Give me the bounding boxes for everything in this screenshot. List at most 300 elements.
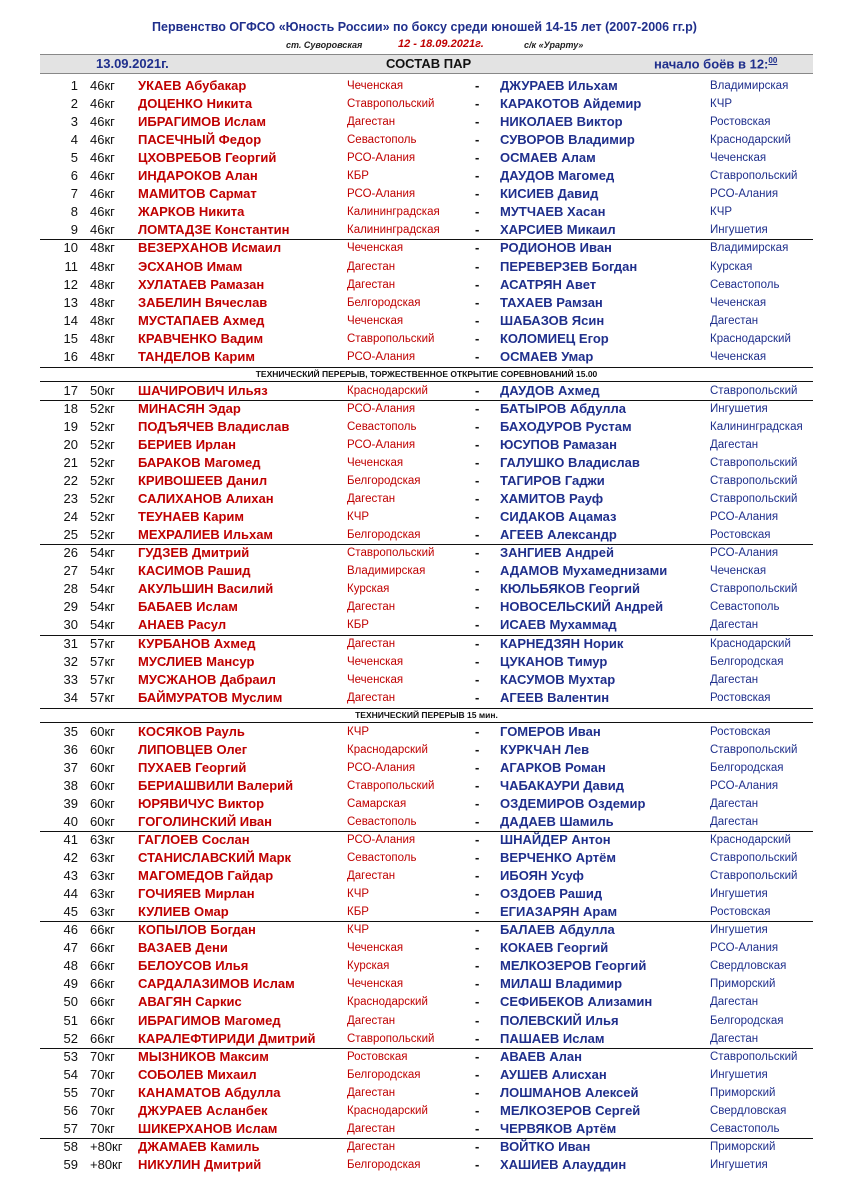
- blue-corner-region: Свердловская: [710, 960, 787, 973]
- red-corner-region: РСО-Алания: [347, 834, 416, 846]
- bout-number: 53: [63, 1048, 78, 1064]
- bout-row: [0, 741, 849, 759]
- bout-row: [0, 1012, 849, 1030]
- bout-number: 14: [63, 312, 78, 328]
- bout-row: [0, 77, 849, 95]
- blue-corner-region: Ингушетия: [710, 224, 768, 237]
- red-corner-boxer: ВЕЗЕРХАНОВ Исмаил: [138, 240, 282, 256]
- blue-corner-region: Ингушетия: [710, 888, 768, 901]
- blue-corner-region: Калининградская: [710, 420, 803, 433]
- bout-number: 6: [70, 168, 78, 184]
- bout-row: [0, 239, 849, 257]
- blue-corner-region: Севастополь: [710, 1122, 780, 1135]
- red-corner-boxer: ЖАРКОВ Никита: [138, 204, 245, 220]
- bout-number: 40: [63, 813, 78, 829]
- red-corner-boxer: СТАНИСЛАВСКИЙ Марк: [138, 850, 292, 866]
- red-corner-region: Белгородская: [347, 1068, 421, 1081]
- versus-dash: -: [475, 940, 480, 956]
- red-corner-boxer: САРДАЛАЗИМОВ Ислам: [138, 976, 295, 992]
- blue-corner-boxer: БАТЫРОВ Абдулла: [500, 400, 627, 416]
- blue-corner-boxer: БАЛАЕВ Абдулла: [500, 922, 615, 938]
- red-corner-region: Чеченская: [347, 673, 404, 686]
- blue-corner-region: Дагестан: [710, 996, 759, 1009]
- red-corner-boxer: МУСЛИЕВ Мансур: [138, 653, 255, 669]
- red-corner-region: Чеченская: [347, 942, 404, 955]
- dates-label: 12 - 18.09.2021г.: [398, 38, 484, 50]
- blue-corner-region: Ставропольский: [710, 493, 798, 506]
- red-corner-region: КЧР: [347, 888, 370, 901]
- red-corner-boxer: БАРАКОВ Магомед: [138, 455, 261, 470]
- versus-dash: -: [475, 96, 480, 112]
- bout-row: [0, 149, 849, 167]
- bout-number: 8: [70, 204, 78, 220]
- weight-class: +80кг: [90, 1138, 123, 1154]
- blue-corner-region: Ростовская: [710, 529, 771, 542]
- weight-class: 70кг: [90, 1084, 115, 1100]
- red-corner-region: Белгородская: [347, 529, 421, 542]
- weight-class: 46кг: [90, 222, 115, 238]
- weight-class: 54кг: [90, 563, 115, 579]
- bout-number: 20: [63, 436, 78, 452]
- red-corner-region: Дагестан: [347, 116, 396, 129]
- red-corner-region: КЧР: [347, 725, 370, 738]
- versus-dash: -: [475, 635, 480, 651]
- bout-number: 46: [63, 922, 78, 938]
- red-corner-boxer: ДЖАМАЕВ Камиль: [138, 1138, 260, 1154]
- bout-number: 48: [63, 958, 78, 974]
- day-date: 13.09.2021г.: [96, 56, 169, 71]
- blue-corner-region: РСО-Алания: [710, 511, 779, 524]
- red-corner-region: Ставропольский: [347, 1032, 435, 1045]
- versus-dash: -: [475, 976, 480, 992]
- bout-number: 30: [63, 617, 78, 633]
- blue-corner-region: Ростовская: [710, 906, 771, 919]
- versus-dash: -: [475, 491, 480, 507]
- versus-dash: -: [475, 1156, 480, 1172]
- bout-row: [0, 1102, 849, 1120]
- blue-corner-boxer: МУТЧАЕВ Хасан: [500, 204, 606, 220]
- weight-class: 52кг: [90, 509, 115, 525]
- red-corner-boxer: НИКУЛИН Дмитрий: [138, 1156, 262, 1172]
- blue-corner-boxer: ХАШИЕВ Алауддин: [500, 1156, 627, 1172]
- red-corner-boxer: ИБРАГИМОВ Ислам: [138, 114, 266, 130]
- blue-corner-region: Ингушетия: [710, 402, 768, 415]
- weight-class: 48кг: [90, 294, 115, 310]
- blue-corner-region: Ингушетия: [710, 1068, 768, 1081]
- weight-class: 70кг: [90, 1102, 115, 1118]
- blue-corner-boxer: КЮЛЬБЯКОВ Георгий: [500, 581, 640, 597]
- red-corner-boxer: БАБАЕВ Ислам: [138, 599, 238, 615]
- blue-corner-boxer: НИКОЛАЕВ Виктор: [500, 114, 623, 130]
- weight-class: 63кг: [90, 832, 115, 847]
- bout-row: [0, 903, 849, 921]
- red-corner-boxer: БАЙМУРАТОВ Муслим: [138, 689, 283, 705]
- versus-dash: -: [475, 563, 480, 579]
- bout-number: 59: [63, 1156, 78, 1172]
- blue-corner-boxer: СЕФИБЕКОВ Ализамин: [500, 994, 653, 1010]
- weight-class: 66кг: [90, 1012, 115, 1028]
- red-corner-region: РСО-Алания: [347, 438, 416, 451]
- bout-row: [0, 436, 849, 454]
- red-corner-boxer: КРИВОШЕЕВ Данил: [138, 473, 268, 489]
- red-corner-region: РСО-Алания: [347, 350, 416, 363]
- red-corner-boxer: МУСЖАНОВ Дабраил: [138, 671, 276, 687]
- weight-class: 48кг: [90, 240, 115, 256]
- blue-corner-region: Краснодарский: [710, 834, 791, 846]
- blue-corner-region: Краснодарский: [710, 332, 791, 345]
- weight-class: 66кг: [90, 994, 115, 1010]
- start-time: [654, 56, 777, 71]
- blue-corner-boxer: КАСУМОВ Мухтар: [500, 671, 616, 687]
- red-corner-region: КЧР: [347, 924, 370, 937]
- blue-corner-region: Чеченская: [710, 152, 767, 165]
- red-corner-boxer: ШАЧИРОВИЧ Ильяз: [138, 382, 268, 398]
- blue-corner-region: Дагестан: [710, 673, 759, 686]
- bout-row: [0, 312, 849, 330]
- venue-label: с/к «Урарту»: [524, 40, 584, 50]
- red-corner-boxer: ГАГЛОЕВ Сослан: [138, 832, 250, 847]
- versus-dash: -: [475, 222, 480, 238]
- red-corner-boxer: ИНДАРОКОВ Алан: [138, 168, 258, 184]
- blue-corner-region: Белгородская: [710, 1014, 784, 1027]
- red-corner-region: КБР: [347, 170, 369, 183]
- blue-corner-region: Курская: [710, 260, 753, 273]
- blue-corner-boxer: ВЕРЧЕНКО Артём: [500, 850, 616, 866]
- bout-row: [0, 867, 849, 885]
- bout-number: 17: [63, 382, 78, 398]
- blue-corner-region: Ставропольский: [710, 457, 798, 469]
- weight-class: 63кг: [90, 850, 115, 866]
- section-title: СОСТАВ ПАР: [386, 56, 472, 71]
- blue-corner-boxer: ВОЙТКО Иван: [500, 1138, 591, 1154]
- versus-dash: -: [475, 777, 480, 793]
- versus-dash: -: [475, 132, 480, 148]
- weight-class: 46кг: [90, 150, 115, 166]
- blue-corner-region: Владимирская: [710, 242, 789, 255]
- bout-number: 27: [63, 563, 78, 579]
- red-corner-region: Курская: [347, 960, 390, 973]
- bout-number: 15: [63, 330, 78, 346]
- red-corner-region: Курская: [347, 583, 390, 596]
- red-corner-region: Дагестан: [347, 870, 396, 883]
- blue-corner-boxer: АДАМОВ Мухамеднизами: [500, 563, 668, 579]
- bout-row: [0, 723, 849, 741]
- weight-class: 66кг: [90, 1030, 115, 1046]
- red-corner-boxer: ВАЗАЕВ Дени: [138, 940, 228, 956]
- bout-row: [0, 418, 849, 436]
- versus-dash: -: [475, 545, 480, 561]
- red-corner-region: Дагестан: [347, 493, 396, 506]
- weight-class: 57кг: [90, 671, 115, 687]
- blue-corner-region: Ставропольский: [710, 852, 798, 865]
- bout-number: 12: [63, 276, 78, 292]
- bout-number: 10: [63, 240, 78, 256]
- blue-corner-region: Краснодарский: [710, 134, 791, 147]
- blue-corner-region: Белгородская: [710, 761, 784, 774]
- red-corner-boxer: БЕРИЕВ Ирлан: [138, 436, 237, 452]
- weight-class: 60кг: [90, 777, 115, 793]
- blue-corner-region: Дагестан: [710, 438, 759, 451]
- blue-corner-region: Дагестан: [710, 619, 759, 632]
- versus-dash: -: [475, 868, 480, 884]
- bout-row: [0, 957, 849, 975]
- red-corner-region: Чеченская: [347, 978, 404, 991]
- weight-class: 46кг: [90, 168, 115, 184]
- versus-dash: -: [475, 114, 480, 130]
- blue-corner-region: РСО-Алания: [710, 547, 779, 560]
- red-corner-region: Севастополь: [347, 852, 417, 865]
- red-corner-boxer: УКАЕВ Абубакар: [138, 78, 247, 93]
- bout-row: [0, 885, 849, 903]
- blue-corner-boxer: ЮСУПОВ Рамазан: [500, 436, 617, 452]
- blue-corner-boxer: ОСМАЕВ Умар: [500, 348, 594, 364]
- weight-class: 70кг: [90, 1120, 115, 1136]
- weight-class: 48кг: [90, 258, 115, 274]
- versus-dash: -: [475, 813, 480, 829]
- bout-row: [0, 330, 849, 348]
- bout-number: 34: [63, 689, 78, 705]
- bout-row: [0, 1066, 849, 1084]
- weight-class: 50кг: [90, 382, 115, 398]
- blue-corner-boxer: МЕЛКОЗЕРОВ Георгий: [500, 958, 647, 974]
- bout-number: 7: [70, 186, 78, 202]
- bout-number: 25: [63, 527, 78, 543]
- bout-row: [0, 1030, 849, 1048]
- versus-dash: -: [475, 240, 480, 256]
- bout-row: [0, 221, 849, 239]
- bout-row: [0, 975, 849, 993]
- bout-number: 35: [63, 723, 78, 739]
- red-corner-boxer: ИБРАГИМОВ Магомед: [138, 1012, 281, 1028]
- red-corner-region: Владимирская: [347, 565, 426, 578]
- red-corner-region: КЧР: [347, 511, 370, 524]
- red-corner-boxer: ДЖУРАЕВ Асланбек: [138, 1102, 268, 1118]
- blue-corner-region: Ростовская: [710, 691, 771, 704]
- bout-number: 21: [63, 455, 78, 470]
- bout-row: [0, 382, 849, 400]
- weight-class: 54кг: [90, 617, 115, 633]
- red-corner-region: Чеченская: [347, 314, 404, 327]
- blue-corner-boxer: АСАТРЯН Авет: [500, 276, 597, 292]
- bout-number: 58: [63, 1138, 78, 1154]
- red-corner-region: Краснодарский: [347, 743, 428, 756]
- versus-dash: -: [475, 1084, 480, 1100]
- bout-number: 18: [63, 400, 78, 416]
- weight-class: 52кг: [90, 491, 115, 507]
- blue-corner-boxer: БАХОДУРОВ Рустам: [500, 418, 632, 434]
- blue-corner-region: Ставропольский: [710, 170, 798, 183]
- red-corner-boxer: ПУХАЕВ Георгий: [138, 759, 247, 775]
- blue-corner-boxer: АВАЕВ Алан: [500, 1048, 582, 1064]
- red-corner-region: Калининградская: [347, 224, 440, 237]
- blue-corner-boxer: ЛОШМАНОВ Алексей: [500, 1084, 639, 1100]
- blue-corner-boxer: ИБОЯН Усуф: [500, 868, 584, 884]
- versus-dash: -: [475, 473, 480, 489]
- red-corner-region: Ставропольский: [347, 98, 435, 111]
- blue-corner-region: Дагестан: [710, 1032, 759, 1045]
- red-corner-region: Дагестан: [347, 1122, 396, 1135]
- blue-corner-boxer: ДАУДОВ Ахмед: [500, 382, 600, 398]
- versus-dash: -: [475, 1066, 480, 1082]
- bout-row: [0, 544, 849, 562]
- red-corner-boxer: ЛИПОВЦЕВ Олег: [138, 741, 248, 757]
- blue-corner-boxer: ДЖУРАЕВ Ильхам: [500, 78, 618, 93]
- red-corner-region: Ставропольский: [347, 547, 435, 560]
- bout-row: [0, 689, 849, 707]
- blue-corner-region: Ингушетия: [710, 924, 768, 937]
- versus-dash: -: [475, 581, 480, 597]
- red-corner-region: КБР: [347, 906, 369, 919]
- blue-corner-region: Ставропольский: [710, 870, 798, 883]
- blue-corner-boxer: АУШЕВ Алисхан: [500, 1066, 607, 1082]
- versus-dash: -: [475, 330, 480, 346]
- blue-corner-boxer: ЦУКАНОВ Тимур: [500, 653, 608, 669]
- weight-class: 52кг: [90, 527, 115, 543]
- red-corner-region: Чеченская: [347, 242, 404, 255]
- versus-dash: -: [475, 204, 480, 220]
- bout-number: 3: [70, 114, 78, 130]
- bout-number: 28: [63, 581, 78, 597]
- weight-class: 57кг: [90, 635, 115, 651]
- bout-number: 51: [63, 1012, 78, 1028]
- weight-class: 66кг: [90, 940, 115, 956]
- blue-corner-region: Ставропольский: [710, 583, 798, 596]
- red-corner-boxer: МЫЗНИКОВ Максим: [138, 1048, 269, 1064]
- red-corner-region: Дагестан: [347, 278, 396, 291]
- bout-number: 38: [63, 777, 78, 793]
- bout-number: 57: [63, 1120, 78, 1136]
- blue-corner-boxer: АГАРКОВ Роман: [500, 759, 606, 775]
- versus-dash: -: [475, 904, 480, 920]
- blue-corner-boxer: ДАДАЕВ Шамиль: [500, 813, 614, 829]
- red-corner-region: Севастополь: [347, 420, 417, 433]
- bout-number: 45: [63, 904, 78, 920]
- red-corner-region: Краснодарский: [347, 996, 428, 1009]
- versus-dash: -: [475, 436, 480, 452]
- bout-number: 4: [70, 132, 78, 148]
- weight-class: 66кг: [90, 976, 115, 992]
- versus-dash: -: [475, 994, 480, 1010]
- weight-class: 46кг: [90, 204, 115, 220]
- weight-class: 46кг: [90, 132, 115, 148]
- versus-dash: -: [475, 832, 480, 847]
- blue-corner-boxer: КАРАКОТОВ Айдемир: [500, 96, 642, 112]
- blue-corner-boxer: ЧЕРВЯКОВ Артём: [500, 1120, 617, 1136]
- versus-dash: -: [475, 850, 480, 866]
- blue-corner-boxer: МЕЛКОЗЕРОВ Сергей: [500, 1102, 641, 1118]
- blue-corner-boxer: КОЛОМИЕЦ Егор: [500, 330, 609, 346]
- weight-class: 54кг: [90, 581, 115, 597]
- red-corner-boxer: АНАЕВ Расул: [138, 617, 227, 633]
- bout-number: 19: [63, 418, 78, 434]
- red-corner-region: КБР: [347, 619, 369, 632]
- versus-dash: -: [475, 168, 480, 184]
- bout-row: [0, 777, 849, 795]
- versus-dash: -: [475, 78, 480, 93]
- blue-corner-boxer: МИЛАШ Владимир: [500, 976, 623, 992]
- bout-row: [0, 526, 849, 544]
- weight-class: 66кг: [90, 958, 115, 974]
- versus-dash: -: [475, 617, 480, 633]
- bout-row: [0, 849, 849, 867]
- bout-number: 54: [63, 1066, 78, 1082]
- versus-dash: -: [475, 150, 480, 166]
- bout-row: [0, 616, 849, 634]
- bout-number: 24: [63, 509, 78, 525]
- versus-dash: -: [475, 1030, 480, 1046]
- blue-corner-region: Ингушетия: [710, 1158, 768, 1171]
- weight-class: 48кг: [90, 312, 115, 328]
- red-corner-boxer: КАРАЛЕФТИРИДИ Дмитрий: [138, 1030, 316, 1046]
- weight-class: 63кг: [90, 868, 115, 884]
- versus-dash: -: [475, 922, 480, 938]
- bout-row: [0, 258, 849, 276]
- blue-corner-region: Краснодарский: [710, 637, 791, 650]
- bout-row: [0, 490, 849, 508]
- weight-class: +80кг: [90, 1156, 123, 1172]
- versus-dash: -: [475, 958, 480, 974]
- bout-row: [0, 939, 849, 957]
- weight-class: 66кг: [90, 922, 115, 938]
- bout-number: 23: [63, 491, 78, 507]
- blue-corner-boxer: ТАХАЕВ Рамзан: [500, 294, 603, 310]
- weight-class: 57кг: [90, 689, 115, 705]
- versus-dash: -: [475, 276, 480, 292]
- bout-row: [0, 598, 849, 616]
- blue-corner-boxer: ПЕРЕВЕРЗЕВ Богдан: [500, 258, 638, 274]
- red-corner-region: Ставропольский: [347, 332, 435, 345]
- blue-corner-boxer: КУРКЧАН Лев: [500, 741, 590, 757]
- bout-number: 32: [63, 653, 78, 669]
- versus-dash: -: [475, 1138, 480, 1154]
- blue-corner-boxer: ЗАНГИЕВ Андрей: [500, 545, 614, 561]
- versus-dash: -: [475, 1120, 480, 1136]
- weight-class: 54кг: [90, 545, 115, 561]
- weight-class: 57кг: [90, 653, 115, 669]
- bout-row: [0, 580, 849, 598]
- blue-corner-region: Ростовская: [710, 116, 771, 129]
- red-corner-boxer: ГУДЗЕВ Дмитрий: [138, 545, 250, 561]
- red-corner-boxer: ШИКЕРХАНОВ Ислам: [138, 1120, 278, 1136]
- red-corner-boxer: КУРБАНОВ Ахмед: [138, 635, 256, 651]
- blue-corner-boxer: АГЕЕВ Александр: [500, 527, 617, 543]
- red-corner-boxer: МЕХРАЛИЕВ Ильхам: [138, 527, 274, 543]
- weight-class: 60кг: [90, 723, 115, 739]
- blue-corner-boxer: РОДИОНОВ Иван: [500, 240, 612, 256]
- red-corner-region: Севастополь: [347, 134, 417, 147]
- blue-corner-region: Приморский: [710, 1140, 776, 1153]
- weight-class: 63кг: [90, 886, 115, 902]
- red-corner-boxer: БЕЛОУСОВ Илья: [138, 958, 249, 974]
- bout-number: 39: [63, 795, 78, 811]
- red-corner-boxer: АВАГЯН Саркис: [138, 994, 242, 1010]
- red-corner-boxer: ЗАБЕЛИН Вячеслав: [138, 294, 268, 310]
- red-corner-boxer: ТАНДЕЛОВ Карим: [138, 348, 255, 364]
- versus-dash: -: [475, 294, 480, 310]
- versus-dash: -: [475, 795, 480, 811]
- blue-corner-region: Ставропольский: [710, 475, 798, 488]
- blue-corner-region: РСО-Алания: [710, 188, 779, 201]
- blue-corner-boxer: АГЕЕВ Валентин: [500, 689, 610, 705]
- blue-corner-boxer: ОЗДЕМИРОВ Оздемир: [500, 795, 646, 811]
- red-corner-region: Дагестан: [347, 1014, 396, 1027]
- versus-dash: -: [475, 527, 480, 543]
- red-corner-boxer: ГОГОЛИНСКИЙ Иван: [138, 813, 273, 829]
- red-corner-region: РСО-Алания: [347, 152, 416, 165]
- blue-corner-region: Белгородская: [710, 655, 784, 668]
- bout-number: 5: [70, 150, 78, 166]
- bout-row: [0, 1084, 849, 1102]
